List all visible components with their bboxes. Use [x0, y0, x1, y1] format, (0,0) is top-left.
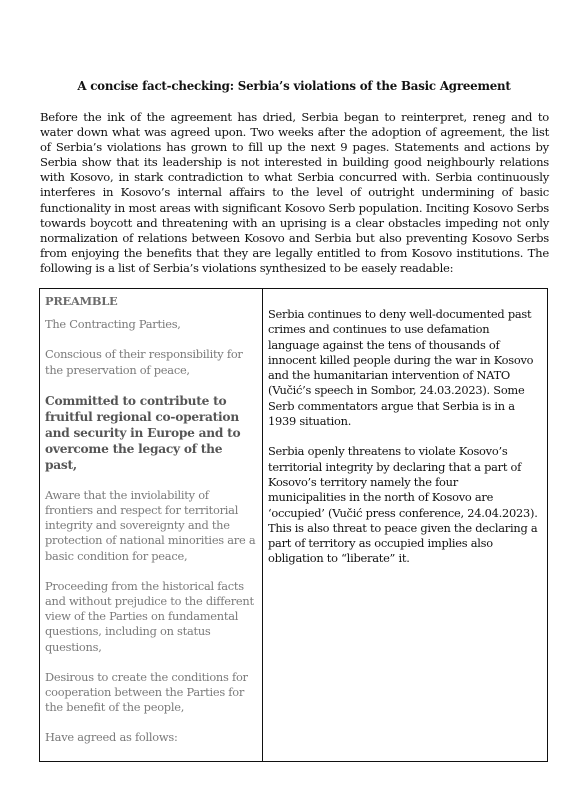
preamble-cell: [40, 289, 263, 762]
preamble-item: Desirous to create the conditions for cooperation between the Parties for the benefit of the people,: [45, 669, 248, 715]
preamble-item: The Contracting Parties,: [45, 317, 181, 332]
comparison-table: [39, 288, 548, 762]
violation-item: Serbia openly threatens to violate Kosovo’s territorial integrity by declaring that a part of Kosovo’s territory namely the four municipalities in the north of Kosovo are ‘occupied’ (Vučić press conference, 24.04.2023). This is also threat to peace given the declaring a part of territory as occupied implies also obligation to “liberate” it.: [268, 444, 538, 566]
intro-text: Before the ink of the agreement has dried, Serbia began to reinterpret, reneg and to water down what was agreed upon. Two weeks after the adoption of agreement, the list of Serbia’s violations has grown to fill up the next 9 pages. Statements and actions by Serbia show that its leadership is not interested in building good neighbourly relations with Kosovo, in stark contradiction to what Serbia concurred with. Serbia continuously interferes in Kosovo’s internal affairs to the level of outright undermining of basic functionality in most areas with significant Kosovo Serb population. Inciting Kosovo Serbs towards boycott and threatening with an uprising is a clear obstacles impeding not only normalization of relations between Kosovo and Serbia but also preventing Kosovo Serbs from enjoying the benefits that they are legally entitled to from Kosovo institutions. The following is a list of Serbia’s violations synthesized to be easely readable:: [40, 110, 549, 275]
intro-paragraph: [40, 110, 549, 276]
preamble-item: Proceeding from the historical facts and without prejudice to the different view of the Parties on fundamental questions, including on status questions,: [45, 578, 254, 654]
preamble-item: Aware that the inviolability of frontiers and respect for territorial integrity and sovereignty and the protection of national minorities are a basic condition for peace,: [45, 487, 256, 563]
document-title: A concise fact-checking: Serbia’s violations of the Basic Agreement: [77, 79, 511, 93]
preamble-item: Committed to contribute to fruitful regional co-operation and security in Europe and to overcome the legacy of the past,: [45, 393, 241, 472]
preamble-item: Conscious of their responsibility for the preservation of peace,: [45, 347, 243, 377]
violations-list: [268, 307, 539, 567]
preamble-item: Have agreed as follows:: [45, 730, 178, 745]
violations-cell: [263, 289, 548, 762]
table-row: [40, 289, 548, 762]
preamble-heading: PREAMBLE: [45, 294, 118, 308]
preamble-list: [45, 317, 258, 745]
violation-item: Serbia continues to deny well-documented past crimes and continues to use defamation language against the tens of thousands of innocent killed people during the war in Kosovo and the humanitarian intervention of NATO (Vučić’s speech in Sombor, 24.03.2023). Some Serb commentators argue that Serbia is in a 1939 situation.: [268, 307, 534, 429]
